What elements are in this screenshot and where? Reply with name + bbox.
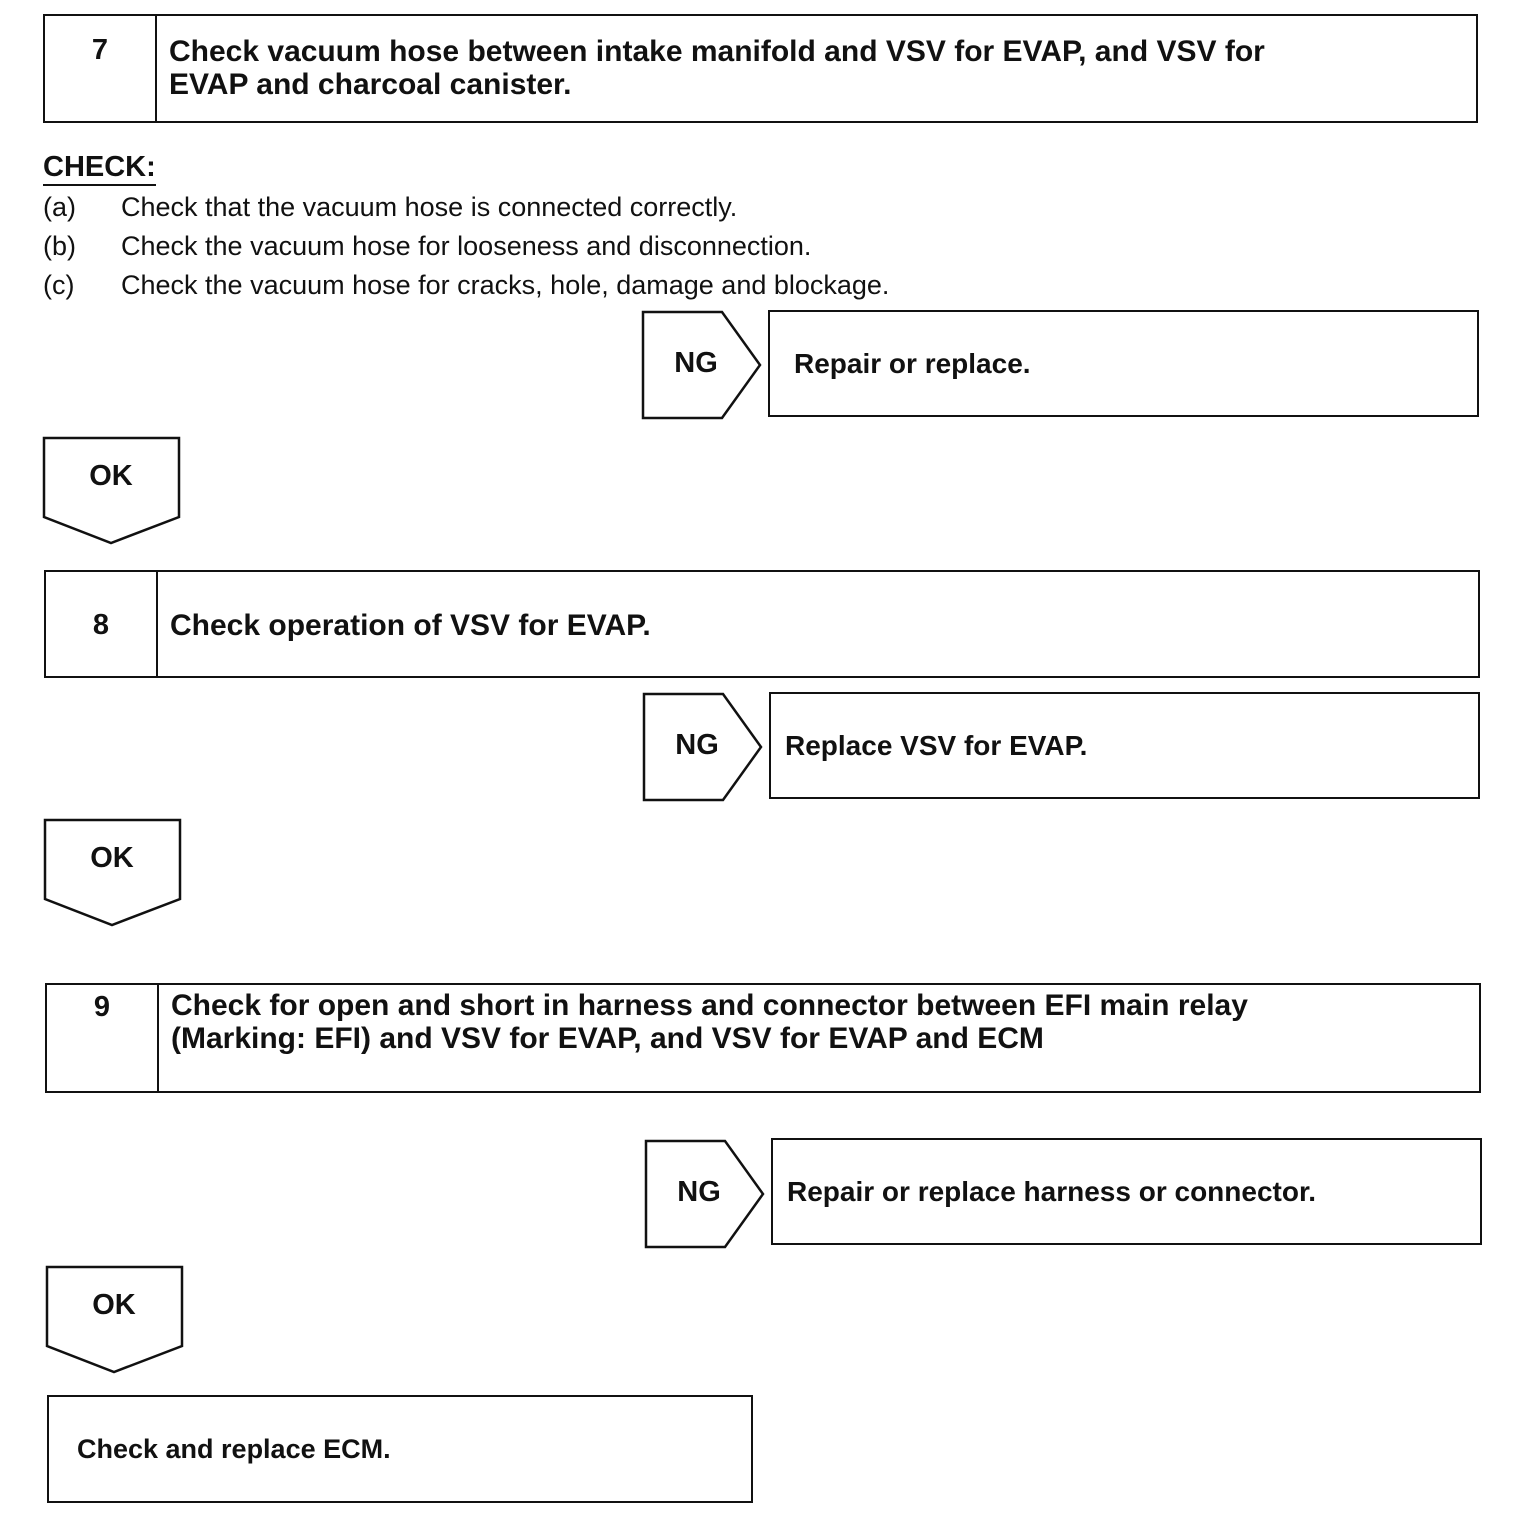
ng-action-box xyxy=(768,310,1479,417)
ok-label: OK xyxy=(90,842,134,874)
ng-label: NG xyxy=(675,729,719,761)
step-title-line: EVAP and charcoal canister. xyxy=(169,68,572,101)
step-title xyxy=(158,572,1478,676)
check-item xyxy=(43,230,1143,269)
check-item-text: Check the vacuum hose for looseness and disconnection. xyxy=(121,231,812,261)
check-heading: CHECK: xyxy=(43,151,156,186)
check-item-text: Check the vacuum hose for cracks, hole, damage and blockage. xyxy=(121,270,890,300)
step-number: 7 xyxy=(45,16,157,121)
step-title xyxy=(157,16,1476,121)
step-title xyxy=(159,985,1479,1091)
ng-label: NG xyxy=(677,1176,721,1208)
ng-action-box xyxy=(769,692,1480,799)
step-title-line: Check operation of VSV for EVAP. xyxy=(170,609,651,642)
step-number: 9 xyxy=(47,985,159,1091)
ok-tag xyxy=(46,1266,184,1374)
check-item xyxy=(43,191,1143,230)
check-item-label: (a) xyxy=(43,192,76,222)
check-item-label: (c) xyxy=(43,270,75,300)
check-section xyxy=(43,151,1143,308)
step-title-line: Check for open and short in harness and connector between EFI main relay xyxy=(171,989,1248,1022)
ng-action-box xyxy=(771,1138,1482,1245)
ng-action-text: Repair or replace. xyxy=(794,347,1031,379)
step-title-line: (Marking: EFI) and VSV for EVAP, and VSV for EVAP and ECM xyxy=(171,1022,1044,1055)
check-item xyxy=(43,269,1143,308)
ng-label: NG xyxy=(674,347,718,379)
step-9-box xyxy=(45,983,1481,1093)
ng-tag xyxy=(642,311,762,419)
ng-tag xyxy=(645,1140,765,1248)
step-title-line: Check vacuum hose between intake manifold and VSV for EVAP, and VSV for xyxy=(169,35,1265,68)
ng-action-text: Replace VSV for EVAP. xyxy=(785,729,1088,761)
ok-label: OK xyxy=(89,460,133,492)
ok-tag xyxy=(43,437,181,545)
ok-tag xyxy=(44,819,182,927)
ok-label: OK xyxy=(92,1289,136,1321)
check-item-label: (b) xyxy=(43,231,76,261)
ng-action-text: Repair or replace harness or connector. xyxy=(787,1175,1317,1207)
step-number: 8 xyxy=(46,572,158,676)
final-action-box xyxy=(47,1395,753,1503)
final-action-text: Check and replace ECM. xyxy=(77,1433,391,1464)
step-7-box xyxy=(43,14,1478,123)
ng-tag xyxy=(643,693,763,801)
step-8-box xyxy=(44,570,1480,678)
check-item-text: Check that the vacuum hose is connected correctly. xyxy=(121,192,738,222)
